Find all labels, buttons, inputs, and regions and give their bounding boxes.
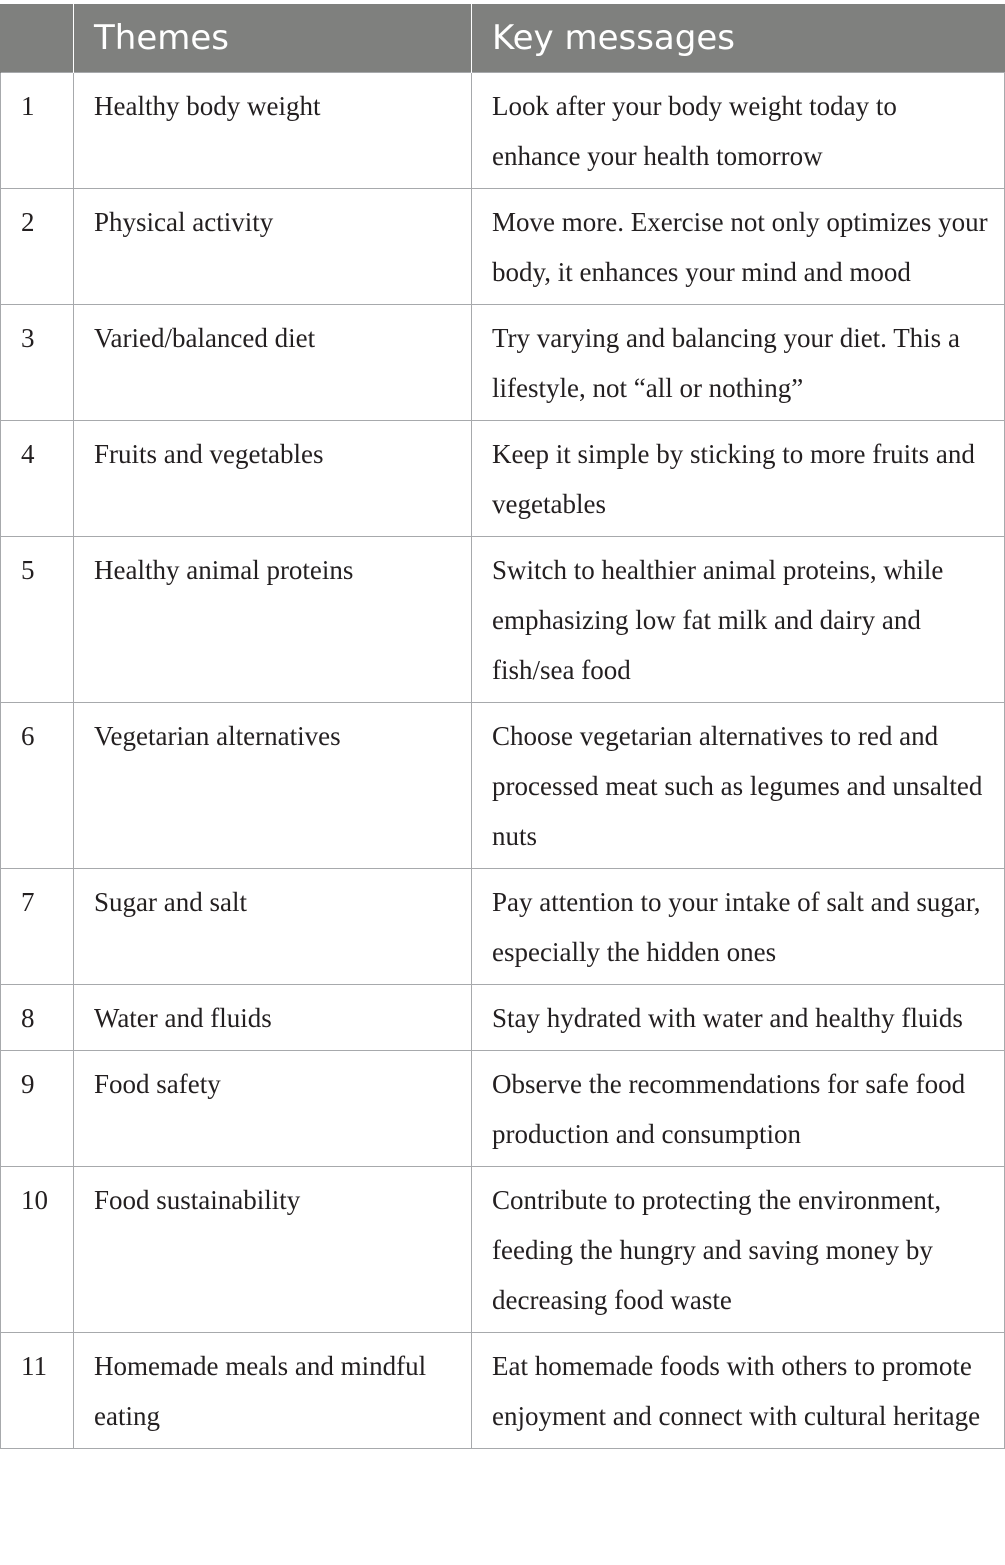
row-number: 2 [1,189,74,305]
row-message: Observe the recommendations for safe food production and consumption [472,1051,1005,1167]
row-number: 4 [1,421,74,537]
table-row [1,869,1005,985]
row-number: 5 [1,537,74,703]
row-number: 9 [1,1051,74,1167]
table-row [1,305,1005,421]
row-message: Try varying and balancing your diet. This a lifestyle, not “all or nothing” [472,305,1005,421]
row-theme: Vegetarian alternatives [74,703,472,869]
row-number: 8 [1,985,74,1051]
row-theme: Varied/balanced diet [74,305,472,421]
table-row [1,1333,1005,1449]
row-message: Keep it simple by sticking to more fruits and vegetables [472,421,1005,537]
table-header-row [1,4,1005,73]
row-theme: Sugar and salt [74,869,472,985]
row-number: 3 [1,305,74,421]
table-row [1,537,1005,703]
row-theme: Food safety [74,1051,472,1167]
table-row [1,703,1005,869]
row-theme: Homemade meals and mindful eating [74,1333,472,1449]
row-theme: Fruits and vegetables [74,421,472,537]
row-message: Stay hydrated with water and healthy fluids [472,985,1005,1051]
row-message: Pay attention to your intake of salt and sugar, especially the hidden ones [472,869,1005,985]
row-message: Move more. Exercise not only optimizes your body, it enhances your mind and mood [472,189,1005,305]
row-message: Contribute to protecting the environment, feeding the hungry and saving money by decreasing food waste [472,1167,1005,1333]
row-theme: Water and fluids [74,985,472,1051]
table-row [1,1167,1005,1333]
row-message: Switch to healthier animal proteins, while emphasizing low fat milk and dairy and fish/sea food [472,537,1005,703]
table-row [1,985,1005,1051]
row-theme: Healthy body weight [74,73,472,189]
row-number: 10 [1,1167,74,1333]
row-message: Eat homemade foods with others to promote enjoyment and connect with cultural heritage [472,1333,1005,1449]
row-theme: Physical activity [74,189,472,305]
row-number: 1 [1,73,74,189]
header-themes: Themes [74,4,472,73]
row-number: 7 [1,869,74,985]
table-row [1,421,1005,537]
row-message: Look after your body weight today to enhance your health tomorrow [472,73,1005,189]
themes-table-container [0,4,1005,1449]
table-row [1,189,1005,305]
themes-table [0,4,1005,1449]
row-number: 11 [1,1333,74,1449]
row-theme: Food sustainability [74,1167,472,1333]
header-number [1,4,74,73]
row-number: 6 [1,703,74,869]
table-row [1,73,1005,189]
header-key-messages: Key messages [472,4,1005,73]
table-row [1,1051,1005,1167]
row-theme: Healthy animal proteins [74,537,472,703]
row-message: Choose vegetarian alternatives to red and processed meat such as legumes and unsalted nuts [472,703,1005,869]
